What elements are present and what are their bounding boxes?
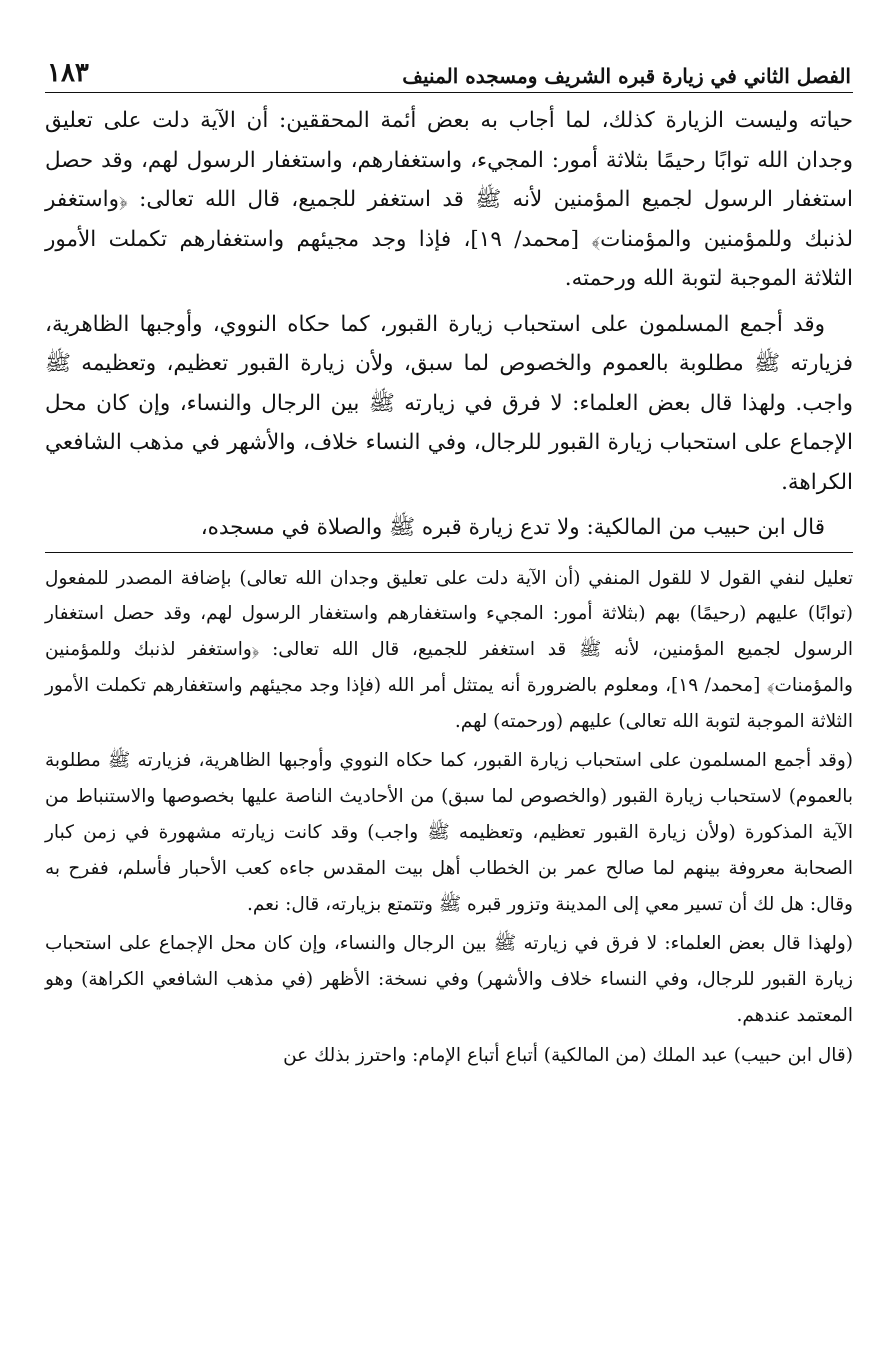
commentary-text bbox=[45, 561, 853, 1074]
commentary-paragraph-2: (وقد أجمع المسلمون على استحباب زيارة القبور، كما حكاه النووي وأوجبها الظاهرية، فزيارته ﷺ مطلوبة بالعموم) لاستحباب زيارة القبور (والخصوص لما سبق) من الأحاديث الناصة عليها بخصوصها والاستنباط من الآية المذكورة (ولأن زيارة القبور تعظيم، وتعظيمه ﷺ واجب) وقد كانت زيارته مشهورة في زمن كبار الصحابة معروفة بينهم لما صالح عمر بن الخطاب أهل بيت المقدس جاءه كعب الأحبار فأسلم، ففرح به وقال: هل لك أن تسير معي إلى المدينة وتزور قبره ﷺ وتتمتع بزيارته، قال: نعم. bbox=[45, 750, 853, 915]
commentary-paragraph-4: (قال ابن حبيب) عبد الملك (من المالكية) أتباع أتباع الإمام: واحترز بذلك عن bbox=[283, 1044, 853, 1066]
commentary-paragraph-3: (ولهذا قال بعض العلماء: لا فرق في زيارته ﷺ بين الرجال والنساء، وإن كان محل الإجماع على استحباب زيارة القبور للرجال، وفي النساء خلاف والأشهر) وفي نسخة: الأظهر (في مذهب الشافعي الكراهة) وهو المعتمد عندهم. bbox=[45, 933, 853, 1027]
main-paragraph-1: حياته وليست الزيارة كذلك، لما أجاب به بعض أئمة المحققين: أن الآية دلت على تعليق وجدان الله توابًا رحيمًا بثلاثة أمور: المجيء، واستغفارهم، واستغفار الرسول لهم، وقد حصل استغفار الرسول لجميع المؤمنين لأنه ﷺ قد استغفر للجميع، قال الله تعالى: ﴿واستغفر لذنبك وللمؤمنين والمؤمنات﴾ [محمد/ ١٩]، فإذا وجد مجيئهم واستغفارهم تكملت الأمور الثلاثة الموجبة لتوبة الله ورحمته. bbox=[45, 108, 853, 291]
chapter-title: الفصل الثاني في زيارة قبره الشريف ومسجده المنيف bbox=[402, 64, 851, 88]
main-paragraph-3: قال ابن حبيب من المالكية: ولا تدع زيارة قبره ﷺ والصلاة في مسجده، bbox=[200, 515, 825, 540]
footnote-divider bbox=[45, 552, 853, 553]
page-header bbox=[45, 52, 853, 93]
page-number: ١٨٣ bbox=[47, 58, 89, 88]
commentary-paragraph-1: تعليل لنفي القول لا للقول المنفي (أن الآية دلت على تعليق وجدان الله تعالى) بإضافة المصدر للمفعول (توابًا) عليهم (رحيمًا) بهم (بثلاثة أمور: المجيء واستغفارهم واستغفار الرسول لهم، وقد حصل استغفار الرسول لجميع المؤمنين، لأنه ﷺ قد استغفر للجميع، قال الله تعالى: ﴿واستغفر لذنبك وللمؤمنين والمؤمنات﴾ [محمد/ ١٩]، ومعلوم بالضرورة أنه يمتثل أمر الله (فإذا وجد مجيئهم واستغفارهم تكملت الأمور الثلاثة الموجبة لتوبة الله تعالى) عليهم (ورحمته) لهم. bbox=[45, 567, 853, 732]
main-paragraph-2: وقد أجمع المسلمون على استحباب زيارة القبور، كما حكاه النووي، وأوجبها الظاهرية، فزيارته ﷺ مطلوبة بالعموم والخصوص لما سبق، ولأن زيارة القبور تعظيم، وتعظيمه ﷺ واجب. ولهذا قال بعض العلماء: لا فرق في زيارته ﷺ بين الرجال والنساء، وإن كان محل الإجماع على استحباب زيارة القبور للرجال، وفي النساء خلاف، والأشهر في مذهب الشافعي الكراهة. bbox=[45, 311, 853, 495]
main-text bbox=[45, 101, 853, 548]
book-page bbox=[45, 52, 853, 1074]
